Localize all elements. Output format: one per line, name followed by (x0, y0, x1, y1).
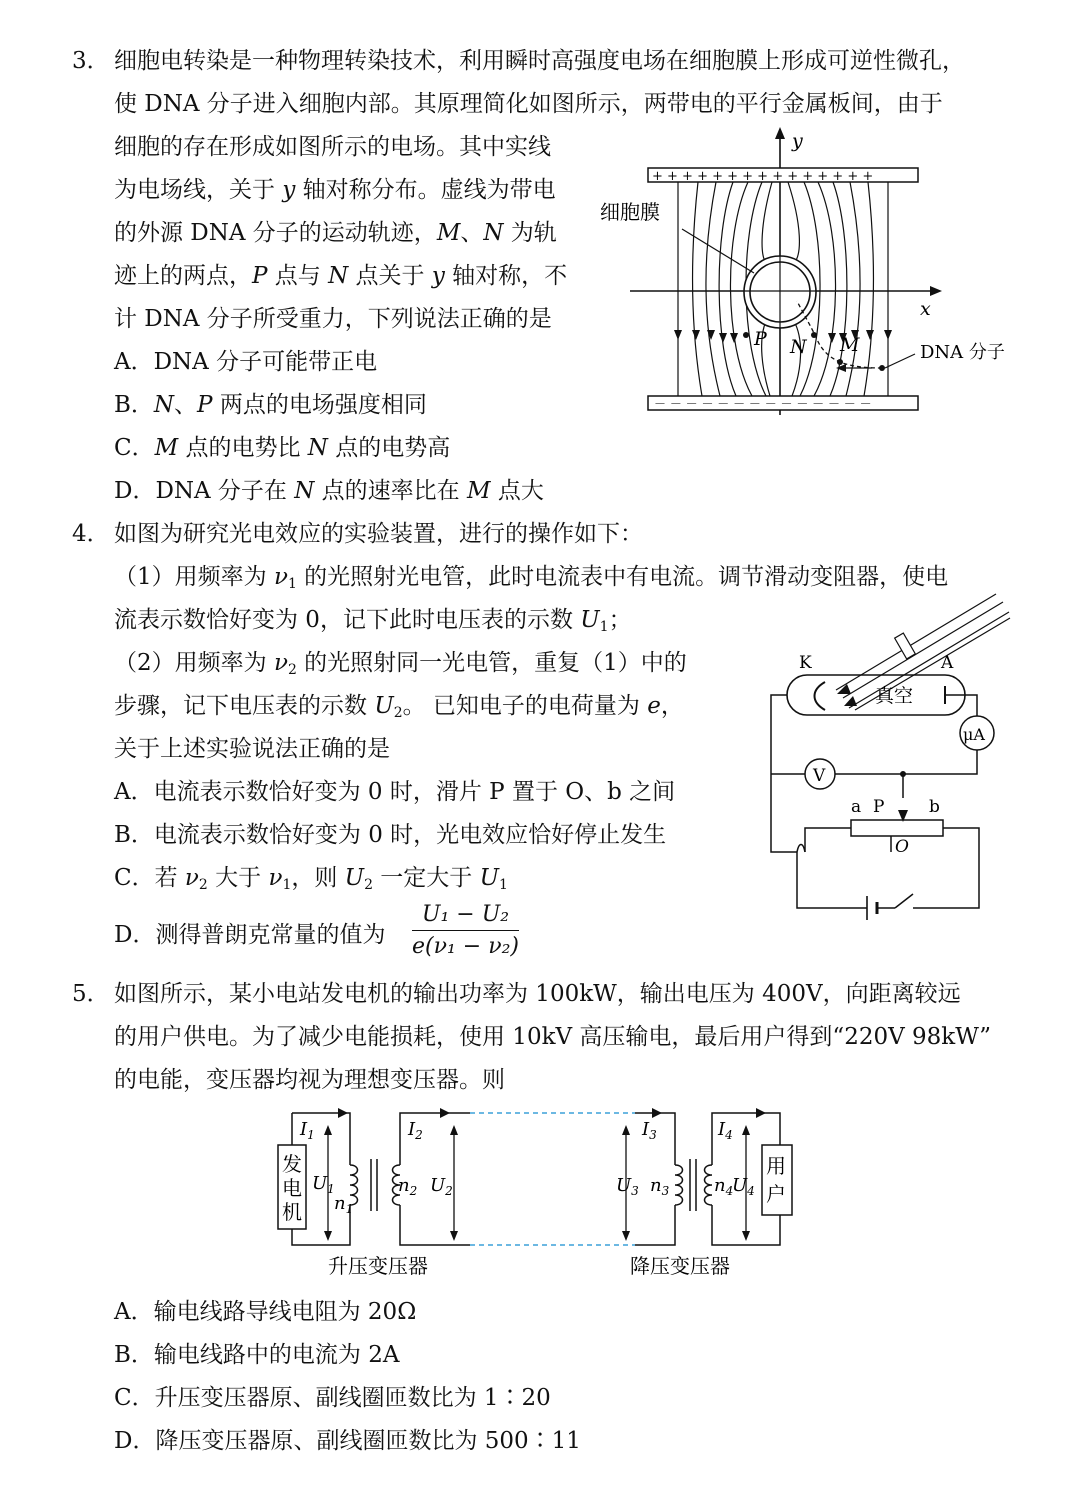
point-m-label: M (840, 334, 860, 356)
generator-char-1: 发 (282, 1152, 302, 1176)
q3-line-3: 细胞的存在形成如图所示的电场。其中实线 (114, 134, 551, 160)
label-n1: $n_1$ (334, 1193, 354, 1216)
q3-number: 3． (72, 48, 110, 74)
light-beams (836, 594, 1010, 710)
q5-option-c[interactable]: C．升压变压器原、副线圈匝数比为 1∶20 (114, 1385, 551, 1411)
cathode-k (815, 682, 826, 710)
dna-molecule (879, 365, 885, 371)
q5-option-b[interactable]: B．输电线路中的电流为 2A (114, 1342, 400, 1368)
q3-option-d[interactable]: D．DNA 分子在 N 点的速率比在 M 点大 (114, 478, 544, 504)
q5-transmission-figure (270, 1105, 800, 1285)
dna-label: DNA 分子 (920, 342, 1005, 363)
label-n2: $n_2$ (398, 1175, 418, 1198)
q3-line-4: 为电场线，关于 y 轴对称分布。虚线为带电 (114, 177, 556, 203)
q3-line-6: 迹上的两点，P 点与 N 点关于 y 轴对称，不 (114, 263, 568, 289)
switch (895, 894, 913, 908)
label-p: P (873, 797, 885, 817)
voltmeter-label: V (813, 766, 826, 786)
label-i2: $I_2$ (408, 1119, 423, 1142)
q4-option-d[interactable]: D．测得普朗克常量的值为 (114, 922, 386, 948)
point-m (837, 359, 843, 365)
q5-option-a[interactable]: A．输电线路导线电阻为 20Ω (114, 1299, 417, 1325)
label-b-end: b (929, 797, 940, 817)
q3-line-5: 的外源 DNA 分子的运动轨迹，M、N 为轨 (114, 220, 557, 246)
user-char-1: 用 (766, 1154, 786, 1178)
point-n-label: N (790, 336, 807, 358)
q5-line-1: 如图所示，某小电站发电机的输出功率为 100kW，输出电压为 400V，向距离较远 (114, 981, 961, 1007)
q4-number: 4． (72, 521, 110, 547)
label-u2: $U_2$ (430, 1175, 453, 1198)
q4-option-d-fraction (412, 902, 519, 959)
q3-option-a[interactable]: A．DNA 分子可能带正电 (114, 349, 378, 375)
q4-circuit-figure (755, 590, 1030, 935)
q3-option-c[interactable]: C．M 点的电势比 N 点的电势高 (114, 435, 451, 461)
q3-line-7: 计 DNA 分子所受重力，下列说法正确的是 (114, 306, 552, 332)
q3-line-2: 使 DNA 分子进入细胞内部。其原理简化如图所示，两带电的平行金属板间，由于 (114, 91, 943, 117)
transmission-wires (292, 1113, 780, 1245)
q4-option-b[interactable]: B．电流表示数恰好变为 0 时，光电效应恰好停止发生 (114, 822, 667, 848)
label-a-end: a (851, 797, 862, 817)
dna-leader (885, 354, 915, 368)
label-o: O (895, 837, 909, 857)
q4-question: 关于上述实验说法正确的是 (114, 736, 390, 762)
label-u3: $U_3$ (616, 1175, 639, 1198)
x-axis-label: x (920, 298, 931, 320)
label-i4: $I_4$ (718, 1119, 733, 1142)
microammeter-label: μA (963, 725, 985, 744)
top-plate-signs: + + + + + + + + + + + + + + + (652, 169, 874, 184)
point-n (811, 332, 817, 338)
q4-step-2-cont: 步骤，记下电压表的示数 $U_2$。 已知电子的电荷量为 e， (114, 693, 684, 721)
circuit-labels (299, 1119, 755, 1216)
fraction-denominator: e(ν₁ − ν₂) (412, 934, 519, 959)
q4-step-1: （1）用频率为 $\nu_1$ 的光照射光电管，此时电流表中有电流。调节滑动变阻器，使电 (114, 564, 949, 592)
q4-option-a[interactable]: A．电流表示数恰好变为 0 时，滑片 P 置于 O、b 之间 (114, 779, 676, 805)
q4-option-c[interactable]: C．若 $\nu_2$ 大于 $\nu_1$，则 $U_2$ 一定大于 $U_1$ (114, 865, 508, 893)
label-n3: $n_3$ (650, 1175, 670, 1198)
rheostat (851, 820, 943, 836)
label-n4: $n_4$ (714, 1175, 734, 1198)
q4-step-1-cont: 流表示数恰好变为 0，记下此时电压表的示数 $U_1$； (114, 607, 632, 635)
iron-cores (371, 1159, 696, 1211)
membrane-label: 细胞膜 (600, 200, 660, 224)
q3-option-b[interactable]: B．N、P 两点的电场强度相同 (114, 392, 427, 418)
point-p (743, 332, 749, 338)
y-axis-arrow (775, 127, 785, 139)
label-u1: $U_1$ (312, 1173, 335, 1196)
step-up-label: 升压变压器 (328, 1254, 428, 1278)
point-p-label: P (754, 328, 767, 350)
q3-field-figure (590, 125, 1030, 425)
user-char-2: 户 (766, 1182, 786, 1206)
vacuum-label: 真空 (875, 685, 914, 707)
q4-stem: 如图为研究光电效应的实验装置，进行的操作如下： (114, 521, 643, 547)
label-u4: $U_4$ (732, 1175, 755, 1198)
generator-char-3: 机 (282, 1200, 302, 1224)
bottom-plate-signs: － － － － － － － － － － － － － － (654, 397, 872, 411)
label-a: A (941, 653, 954, 673)
y-axis-label: y (792, 130, 803, 152)
q4-step-2: （2）用频率为 $\nu_2$ 的光照射同一光电管，重复（1）中的 (114, 650, 687, 678)
label-i1: $I_1$ (300, 1119, 315, 1142)
long-distance-line (470, 1113, 635, 1245)
voltage-arrows (328, 1129, 746, 1237)
q5-number: 5． (72, 981, 110, 1007)
step-down-label: 降压变压器 (630, 1254, 730, 1278)
generator-char-2: 电 (282, 1176, 302, 1200)
q5-line-2: 的用户供电。为了减少电能损耗，使用 10kV 高压输电，最后用户得到“220V 98kW” (114, 1024, 992, 1050)
q3-line-1: 细胞电转染是一种物理转染技术，利用瞬时高强度电场在细胞膜上形成可逆性微孔， (114, 48, 965, 74)
fraction-numerator: U₁ − U₂ (412, 902, 519, 931)
x-axis-arrow (930, 286, 942, 296)
label-k: K (799, 653, 812, 673)
label-i3: $I_3$ (642, 1119, 657, 1142)
q5-line-3: 的电能，变压器均视为理想变压器。则 (114, 1067, 505, 1093)
q5-option-d[interactable]: D．降压变压器原、副线圈匝数比为 500∶11 (114, 1428, 581, 1454)
